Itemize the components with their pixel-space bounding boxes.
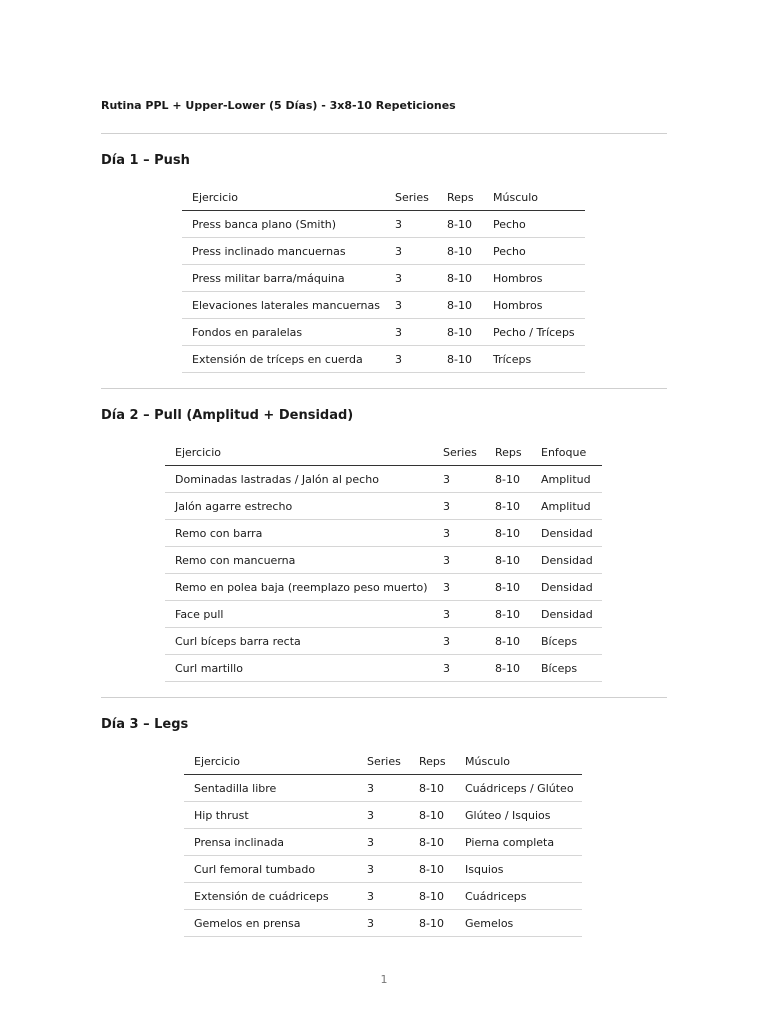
column-header-enfoque: Enfoque	[531, 439, 602, 466]
focus-cell: Amplitud	[531, 466, 602, 493]
exercise-cell: Remo con mancuerna	[165, 547, 433, 574]
reps-cell: 8-10	[485, 493, 531, 520]
day-1-table	[182, 184, 585, 373]
section-divider	[101, 133, 667, 134]
exercise-cell: Curl bíceps barra recta	[165, 628, 433, 655]
reps-cell: 8-10	[409, 883, 455, 910]
reps-cell: 8-10	[437, 211, 483, 238]
series-cell: 3	[385, 238, 437, 265]
day-2-heading: Día 2 – Pull (Amplitud + Densidad)	[101, 408, 354, 423]
muscle-cell: Pecho / Tríceps	[483, 319, 585, 346]
section-divider	[101, 388, 667, 389]
table-row	[184, 775, 582, 802]
table-row	[182, 319, 585, 346]
reps-cell: 8-10	[485, 601, 531, 628]
exercise-cell: Curl femoral tumbado	[184, 856, 357, 883]
column-header-ejercicio: Ejercicio	[182, 184, 385, 211]
exercise-cell: Sentadilla libre	[184, 775, 357, 802]
exercise-cell: Jalón agarre estrecho	[165, 493, 433, 520]
reps-cell: 8-10	[485, 574, 531, 601]
series-cell: 3	[433, 655, 485, 682]
exercise-cell: Gemelos en prensa	[184, 910, 357, 937]
reps-cell: 8-10	[485, 655, 531, 682]
exercise-cell: Dominadas lastradas / Jalón al pecho	[165, 466, 433, 493]
page-number: 1	[380, 973, 388, 986]
focus-cell: Bíceps	[531, 655, 602, 682]
table-row	[165, 655, 602, 682]
muscle-cell: Isquios	[455, 856, 582, 883]
table-row	[182, 346, 585, 373]
exercise-cell: Fondos en paralelas	[182, 319, 385, 346]
table-header-row	[184, 748, 582, 775]
series-cell: 3	[433, 493, 485, 520]
exercise-cell: Press inclinado mancuernas	[182, 238, 385, 265]
exercise-cell: Press banca plano (Smith)	[182, 211, 385, 238]
series-cell: 3	[357, 802, 409, 829]
exercise-cell: Elevaciones laterales mancuernas	[182, 292, 385, 319]
reps-cell: 8-10	[409, 856, 455, 883]
table-row	[184, 802, 582, 829]
muscle-cell: Pecho	[483, 211, 585, 238]
series-cell: 3	[357, 775, 409, 802]
series-cell: 3	[357, 856, 409, 883]
exercise-cell: Remo con barra	[165, 520, 433, 547]
reps-cell: 8-10	[485, 466, 531, 493]
focus-cell: Bíceps	[531, 628, 602, 655]
muscle-cell: Cuádriceps	[455, 883, 582, 910]
column-header-reps: Reps	[437, 184, 483, 211]
reps-cell: 8-10	[437, 346, 483, 373]
day-3-table	[184, 748, 582, 937]
series-cell: 3	[433, 628, 485, 655]
table-row	[182, 292, 585, 319]
column-header-series: Series	[433, 439, 485, 466]
reps-cell: 8-10	[437, 319, 483, 346]
series-cell: 3	[385, 319, 437, 346]
column-header-musculo: Músculo	[483, 184, 585, 211]
table-row	[184, 856, 582, 883]
column-header-musculo: Músculo	[455, 748, 582, 775]
table-row	[184, 883, 582, 910]
exercise-cell: Curl martillo	[165, 655, 433, 682]
table-row	[182, 238, 585, 265]
reps-cell: 8-10	[485, 547, 531, 574]
reps-cell: 8-10	[409, 775, 455, 802]
reps-cell: 8-10	[409, 910, 455, 937]
reps-cell: 8-10	[485, 520, 531, 547]
document-title: Rutina PPL + Upper-Lower (5 Días) - 3x8-10 Repeticiones	[101, 99, 456, 112]
series-cell: 3	[385, 211, 437, 238]
muscle-cell: Pierna completa	[455, 829, 582, 856]
day-3-heading: Día 3 – Legs	[101, 717, 189, 732]
reps-cell: 8-10	[409, 802, 455, 829]
column-header-series: Series	[385, 184, 437, 211]
day-2-table	[165, 439, 602, 682]
table-header-row	[182, 184, 585, 211]
table-row	[184, 910, 582, 937]
series-cell: 3	[433, 466, 485, 493]
table-header-row	[165, 439, 602, 466]
focus-cell: Densidad	[531, 520, 602, 547]
series-cell: 3	[357, 883, 409, 910]
focus-cell: Amplitud	[531, 493, 602, 520]
focus-cell: Densidad	[531, 574, 602, 601]
series-cell: 3	[385, 265, 437, 292]
series-cell: 3	[433, 520, 485, 547]
exercise-cell: Hip thrust	[184, 802, 357, 829]
table-row	[184, 829, 582, 856]
muscle-cell: Hombros	[483, 292, 585, 319]
table-row	[182, 265, 585, 292]
column-header-ejercicio: Ejercicio	[184, 748, 357, 775]
table-row	[165, 547, 602, 574]
series-cell: 3	[385, 346, 437, 373]
series-cell: 3	[357, 829, 409, 856]
series-cell: 3	[433, 601, 485, 628]
column-header-ejercicio: Ejercicio	[165, 439, 433, 466]
exercise-cell: Remo en polea baja (reemplazo peso muerto)	[165, 574, 433, 601]
muscle-cell: Cuádriceps / Glúteo	[455, 775, 582, 802]
series-cell: 3	[357, 910, 409, 937]
reps-cell: 8-10	[437, 238, 483, 265]
table-row	[165, 493, 602, 520]
table-row	[182, 211, 585, 238]
muscle-cell: Hombros	[483, 265, 585, 292]
exercise-cell: Extensión de cuádriceps	[184, 883, 357, 910]
day-1-heading: Día 1 – Push	[101, 153, 190, 168]
exercise-cell: Extensión de tríceps en cuerda	[182, 346, 385, 373]
exercise-cell: Press militar barra/máquina	[182, 265, 385, 292]
muscle-cell: Tríceps	[483, 346, 585, 373]
table-row	[165, 628, 602, 655]
muscle-cell: Pecho	[483, 238, 585, 265]
exercise-cell: Face pull	[165, 601, 433, 628]
muscle-cell: Glúteo / Isquios	[455, 802, 582, 829]
series-cell: 3	[433, 547, 485, 574]
column-header-series: Series	[357, 748, 409, 775]
reps-cell: 8-10	[485, 628, 531, 655]
muscle-cell: Gemelos	[455, 910, 582, 937]
table-row	[165, 601, 602, 628]
exercise-cell: Prensa inclinada	[184, 829, 357, 856]
focus-cell: Densidad	[531, 547, 602, 574]
column-header-reps: Reps	[409, 748, 455, 775]
column-header-reps: Reps	[485, 439, 531, 466]
focus-cell: Densidad	[531, 601, 602, 628]
table-row	[165, 466, 602, 493]
table-row	[165, 574, 602, 601]
series-cell: 3	[385, 292, 437, 319]
table-row	[165, 520, 602, 547]
reps-cell: 8-10	[437, 292, 483, 319]
series-cell: 3	[433, 574, 485, 601]
reps-cell: 8-10	[437, 265, 483, 292]
section-divider	[101, 697, 667, 698]
reps-cell: 8-10	[409, 829, 455, 856]
